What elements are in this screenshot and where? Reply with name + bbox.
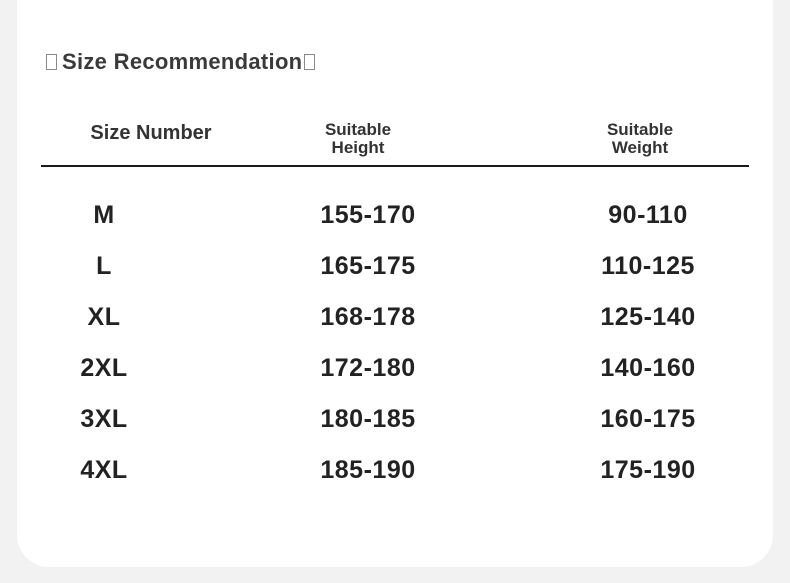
size-table-body [0, 190, 790, 496]
table-row [0, 190, 790, 241]
cell-weight: 125-140 [600, 303, 696, 331]
table-row [0, 343, 790, 394]
table-row [0, 241, 790, 292]
cell-weight: 110-125 [601, 252, 695, 280]
header-weight-line1: Suitable [606, 120, 674, 139]
cell-height: 185-190 [320, 456, 416, 484]
cell-size: M [93, 201, 115, 229]
cell-weight: 160-175 [600, 405, 696, 433]
cell-height: 180-185 [320, 405, 416, 433]
cell-size: XL [87, 303, 121, 331]
header-size-number: Size Number [90, 122, 212, 144]
header-height-line2: Height [331, 138, 385, 157]
cell-height: 168-178 [320, 303, 416, 331]
header-weight-line2: Weight [611, 138, 669, 157]
bracket-right-icon [304, 54, 315, 70]
cell-weight: 90-110 [608, 201, 688, 229]
title-text: Size Recommendation [62, 49, 303, 74]
cell-height: 165-175 [320, 252, 416, 280]
table-row [0, 445, 790, 496]
cell-weight: 175-190 [600, 456, 696, 484]
header-suitable-weight [580, 121, 700, 157]
table-row [0, 292, 790, 343]
cell-height: 172-180 [320, 354, 416, 382]
header-height-line1: Suitable [324, 120, 392, 139]
cell-size: L [96, 252, 112, 280]
size-recommendation-title [46, 49, 315, 75]
cell-size: 3XL [80, 405, 128, 433]
header-suitable-height [298, 121, 418, 157]
cell-weight: 140-160 [600, 354, 696, 382]
bracket-left-icon [46, 54, 57, 70]
table-row [0, 394, 790, 445]
cell-height: 155-170 [320, 201, 416, 229]
cell-size: 4XL [80, 456, 128, 484]
cell-size: 2XL [80, 354, 128, 382]
header-divider [41, 165, 749, 167]
